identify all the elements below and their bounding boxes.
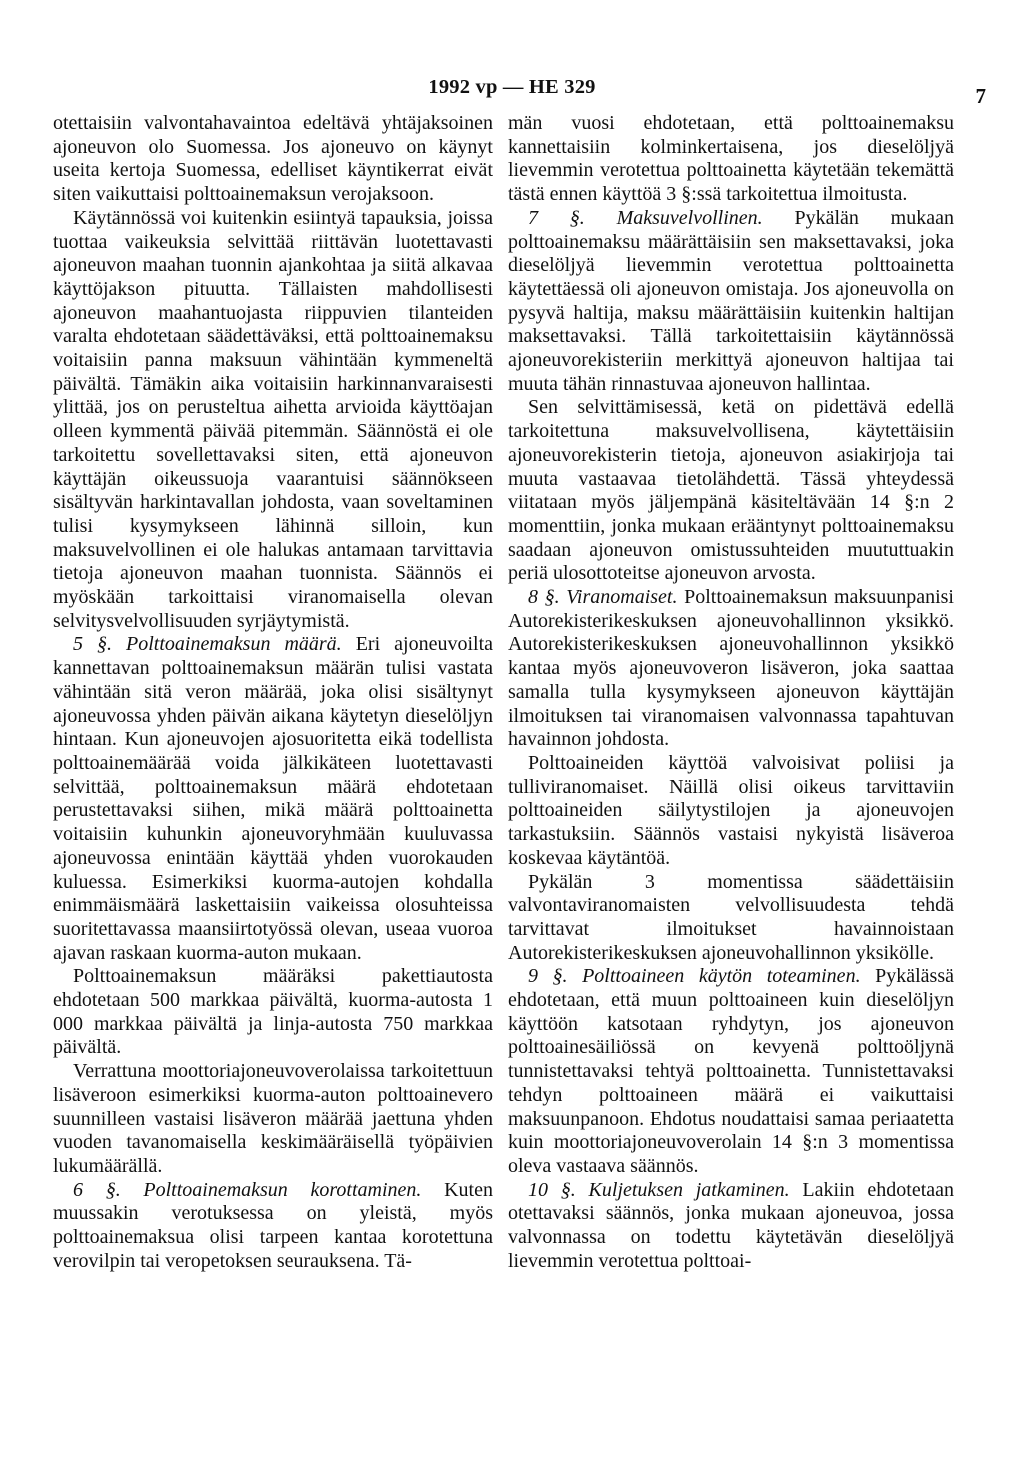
paragraph: Pykälän 3 momentissa säädettäisiin valvontaviranomaisten velvollisuudesta tehdä tarvittavat ilmoitukset havainnoistaan Autorekisterikeskuksen ajoneuvohallinnon yksikölle. <box>508 870 954 964</box>
section-heading: 9 §. Polttoaineen käytön toteaminen. <box>528 965 861 988</box>
section-7-paragraph <box>508 207 954 397</box>
section-heading: 6 §. Polttoainemaksun korottaminen. <box>73 1178 422 1201</box>
section-text: Pykälässä ehdotetaan, että muun polttoaineen kuin dieselöljyn käyttöön katsotaan ryhdytyn, jos ajoneuvon polttoainesäiliössä on kevyenä polttoöljynä tunnistettavaksi tehtyä polttoainetta. Tunnistettavaksi tehdyn polttoaineen määrä ei vaikuttaisi maksuunpanoon. Ehdotus noudattaisi samaa periaatetta kuin moottoriajoneuvoverolain 14 §:n 3 momentissa oleva vastaava säännös. <box>508 965 954 1177</box>
section-heading: 10 §. Kuljetuksen jatkaminen. <box>528 1178 790 1201</box>
section-10-paragraph <box>508 1179 954 1274</box>
right-column <box>508 112 954 1273</box>
section-6-paragraph <box>53 1179 493 1274</box>
paragraph: Verrattuna moottoriajoneuvoverolaissa tarkoitettuun lisäveroon esimerkiksi kuorma-auton polttoainevero suunnilleen vastaisi lisäveron määrää jaettuna yhden vuoden tavanomaisella keskimääräisellä työpäivien lukumäärällä. <box>53 1060 493 1177</box>
section-text: Eri ajoneuvoilta kannettavan polttoainemaksun määrän tulisi vastata vähintään sitä veron määrää, joka olisi sisältynyt ajoneuvossa yhden päivän aikana käytetyn dieselöljyn hintaan. Kun ajoneuvojen ajosuoritetta eikä todellista polttoainemäärää voida jälkikäteen luotettavasti selvittää, polttoainemaksun määrä ehdotetaan perustettavaksi siihen, mikä määrä polttoainetta voitaisiin kuhunkin ajoneuvoryhmään kuuluvassa ajoneuvossa enintään käyttää yhden vuorokauden kuluessa. Esimerkiksi kuorma-autojen kohdalla enimmäismäärä laskettaisiin vaikeissa olosuhteissa suoritettavassa maansiirtotyössä olevan, useaa vuoroa ajavan raskaan kuorma-auton mukaan. <box>53 633 493 964</box>
section-text: Kuten muussakin verotuksessa on yleistä, myös polttoainemaksua olisi tarpeen kantaa korotettuna verovilpin tai veropetoksen seurauksena. Tä- <box>53 1178 493 1272</box>
section-text: Polttoainemaksun maksuunpanisi Autorekisterikeskuksen ajoneuvohallinnon yksikkö. Autorekisterikeskuksen ajoneuvohallinnon yksikkö kantaa myös ajoneuvoveron lisäveron, joka saattaa samalla tulla kysymykseen ajoneuvon käyttäjän ilmoituksen tai viranomaisen valvonnassa tapahtuvan havainnon johdosta. <box>508 586 954 751</box>
section-text: Lakiin ehdotetaan otettavaksi säännös, jonka mukaan ajoneuvoa, jossa valvonnassa on todettu käytetävän dieselöljyä lievemmin verotettua polttoai- <box>508 1178 955 1272</box>
section-text: Pykälän mukaan polttoainemaksu määrättäisiin sen maksettavaksi, joka dieselöljyä lievemmin verotettua polttoainetta käytettäessä oli ajoneuvon omistaja. Jos ajoneuvolla on pysyvä haltija, maksu määrättäisiin kuitenkin haltijan maksettavaksi. Tällä tarkoitettaisiin käytännössä ajoneuvorekisteriin merkittyä ajoneuvon haltijaa tai muuta tähän rinnastuvaa ajoneuvon hallintaa. <box>508 206 954 395</box>
section-heading: 5 §. Polttoainemaksun määrä. <box>73 633 342 656</box>
paragraph: Polttoaineiden käyttöä valvoisivat poliisi ja tulliviranomaiset. Näillä olisi oikeus tarvittaviin polttoaineiden säilytystilojen ja ajoneuvojen tarkastuksiin. Säännös vastaisi nykyistä lisäveroa koskevaa käytäntöä. <box>508 751 954 869</box>
paragraph: män vuosi ehdotetaan, että polttoainemaksu kannettaisiin kolminkertaisena, jos dieselöljyä lievemmin verotettua polttoainetta käytetään tekemättä tästä ennen käyttöä 3 §:ssä tarkoitettua ilmoitusta. <box>508 112 954 206</box>
page-header <box>0 76 1024 106</box>
paragraph: Käytännössä voi kuitenkin esiintyä tapauksia, joissa tuottaa vaikeuksia selvittää riittävän luotettavasti ajoneuvon maahan tuonnin ajankohtaa ja siitä alkavaa käyttöjakson pituutta. Tällaisten mahdollisesti ajoneuvon maahantuojasta riippuvien tilanteiden varalta ehdotetaan säädettäväksi, että polttoainemaksu voitaisiin panna maksuun vähintään kymmeneltä päivältä. Tämäkin aika voitaisiin harkinnanvaraisesti ylittää, jos on perusteltua aihetta arvioida käyttöajan olleen kymmentä päivää pitemmän. Säännöstä ei ole tarkoitettu sovellettavaksi siten, että ajoneuvon käyttäjän oikeussuoja vaarantuisi säännökseen sisältyvän harkintavallan johdosta, vaan soveltaminen tulisi kysymykseen lähinnä silloin, kun maksuvelvollinen ei ole halukas antamaan tarvittavia tietoja ajoneuvon maahan tuonnista. Säännös ei myöskään tarkoittaisi viranomaisella olevan selvitysvelvollisuuden syrjäytymistä. <box>53 206 493 632</box>
document-reference: 1992 vp — HE 329 <box>428 76 596 98</box>
paragraph: Sen selvittämisessä, ketä on pidettävä edellä tarkoitettuna maksuvelvollisena, käytettäisiin ajoneuvorekisterin tietoja, ajoneuvon asiakirjoja tai muuta vastaavaa tietolähdettä. Tässä yhteydessä viitataan myös jäljempänä käsiteltävään 14 §:n 2 momenttiin, jonka mukaan erääntynyt polttoainemaksu saadaan ajoneuvon omistussuhteiden muututtuakin periä ulosottoteitse ajoneuvon arvosta. <box>508 396 954 585</box>
page-number: 7 <box>975 84 986 108</box>
left-column <box>53 112 493 1273</box>
section-9-paragraph <box>508 965 954 1178</box>
paragraph: otettaisiin valvontahavaintoa edeltävä yhtäjaksoinen ajoneuvon olo Suomessa. Jos ajoneuvo on käynyt useita kertoja Suomessa, edelliset käyntikerrat eivät siten vaikuttaisi polttoainemaksun verojaksoon. <box>53 112 493 206</box>
paragraph: Polttoainemaksun määräksi pakettiautosta ehdotetaan 500 markkaa päivältä, kuorma-autosta 1 000 markkaa päivältä ja linja-autosta 750 markkaa päivältä. <box>53 965 493 1059</box>
section-8-paragraph <box>508 586 954 752</box>
section-heading: 7 §. Maksuvelvollinen. <box>528 206 763 229</box>
section-heading: 8 §. Viranomaiset. <box>528 586 678 609</box>
section-5-paragraph <box>53 633 493 965</box>
